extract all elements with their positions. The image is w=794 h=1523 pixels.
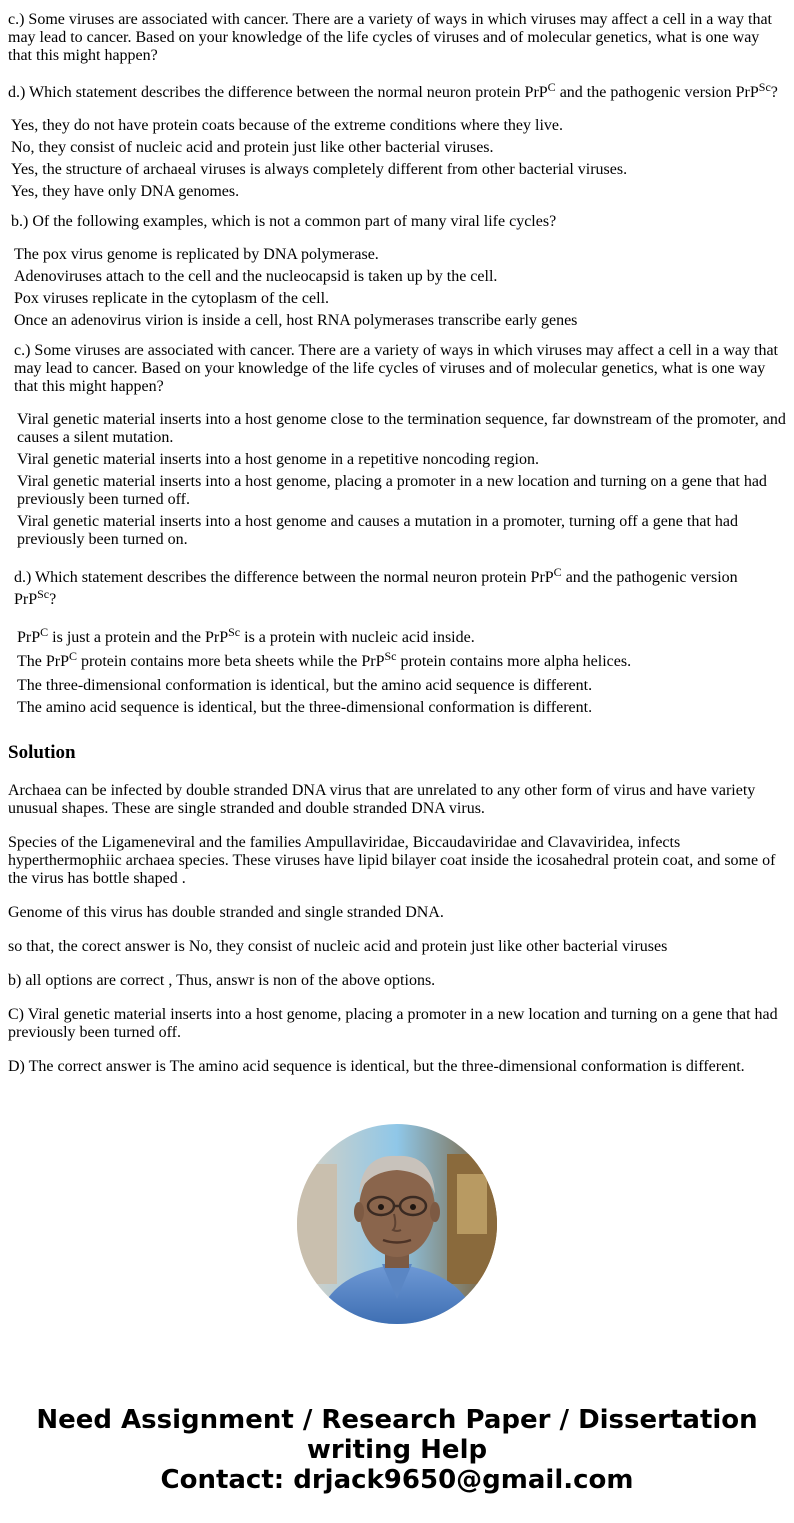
option-c1: Viral genetic material inserts into a host genome close to the termination sequence, far downstream of the promoter, and causes a silent mutation.: [17, 411, 786, 446]
option-b4: Once an adenovirus virion is inside a cell, host RNA polymerases transcribe early genes: [14, 312, 578, 329]
solution-paragraph: Species of the Ligameneviral and the families Ampullaviridae, Biccaudaviridae and Clavaviridea, infects hyperthermophiic archaea species. These viruses have lipid bilayer coat inside the icosahedral protein coat, and some of the virus has bottle shaped .: [8, 834, 776, 887]
solution-heading: Solution: [8, 742, 76, 763]
solution-paragraph: so that, the corect answer is No, they consist of nucleic acid and protein just like other bacterial viruses: [8, 938, 668, 955]
solution-body: [8, 782, 786, 1076]
question-c-options: [8, 411, 786, 549]
option-c2: Viral genetic material inserts into a host genome in a repetitive noncoding region.: [17, 451, 539, 468]
question-a-options: [8, 117, 786, 201]
solution-paragraph: Genome of this virus has double stranded and single stranded DNA.: [8, 904, 444, 921]
option-d1: PrP$^C$ is just a protein and the PrP$^{Sc}$ is a protein with nucleic acid inside.: [17, 625, 475, 646]
option-c3: Viral genetic material inserts into a host genome, placing a promoter in a new location and turning on a gene that had previously been turned off.: [17, 473, 767, 508]
avatar-portrait-image: [297, 1124, 497, 1324]
solution-paragraph: b) all options are correct , Thus, answr is non of the above options.: [8, 972, 436, 989]
promo-line-2: writing Help: [306, 1435, 488, 1465]
option-b2: Adenoviruses attach to the cell and the nucleocapsid is taken up by the cell.: [14, 268, 498, 285]
option-d2: The PrP$^C$ protein contains more beta sheets while the PrP$^{Sc}$ protein contains more alpha helices.: [17, 649, 632, 670]
option-a2: No, they consist of nucleic acid and protein just like other bacterial viruses.: [11, 139, 494, 156]
author-photo-container: [8, 1124, 786, 1329]
solution-paragraph: D) The correct answer is The amino acid sequence is identical, but the three-dimensional conformation is different.: [8, 1058, 745, 1075]
solution-paragraph: C) Viral genetic material inserts into a host genome, placing a promoter in a new location and turning on a gene that had previously been turned off.: [8, 1006, 778, 1041]
option-b3: Pox viruses replicate in the cytoplasm of the cell.: [14, 290, 330, 307]
question-d-options: [8, 625, 786, 717]
question-b-options: [8, 246, 786, 330]
option-d3: The three-dimensional conformation is identical, but the amino acid sequence is different.: [17, 677, 593, 694]
option-b1: The pox virus genome is replicated by DNA polymerase.: [14, 246, 379, 263]
promo-footer: [0, 1405, 794, 1495]
intro-question-c: c.) Some viruses are associated with cancer. There are a variety of ways in which viruses may affect a cell in a way that may lead to cancer. Based on your knowledge of the life cycles of viruses and of molecular genetics, what is one way that this might happen?: [8, 11, 772, 64]
author-avatar: [297, 1124, 497, 1324]
question-d-line1: d.) Which statement describes the difference between the normal neuron protein PrP$^C$ and the pathogenic version: [14, 565, 738, 586]
question-d: [8, 565, 786, 609]
intro-question-d: d.) Which statement describes the difference between the normal neuron protein PrP$^C$ and the pathogenic version PrP$^{Sc}$?: [8, 80, 778, 101]
promo-line-1: Need Assignment / Research Paper / Dissertation: [36, 1405, 758, 1435]
option-a4: Yes, they have only DNA genomes.: [11, 183, 240, 200]
question-c: c.) Some viruses are associated with cancer. There are a variety of ways in which viruses may affect a cell in a way that may lead to cancer. Based on your knowledge of the life cycles of viruses and of molecular genetics, what is one way that this might happen?: [14, 342, 778, 395]
solution-paragraph: Archaea can be infected by double stranded DNA virus that are unrelated to any other form of virus and have variety unusual shapes. These are single stranded and double stranded DNA virus.: [8, 782, 756, 817]
question-b: b.) Of the following examples, which is not a common part of many viral life cycles?: [11, 213, 557, 230]
contact-line: Contact: drjack9650@gmail.com: [160, 1465, 634, 1495]
option-a1: Yes, they do not have protein coats because of the extreme conditions where they live.: [11, 117, 563, 134]
option-c4: Viral genetic material inserts into a host genome and causes a mutation in a promoter, turning off a gene that had previously been turned on.: [17, 513, 738, 548]
option-d4: The amino acid sequence is identical, but the three-dimensional conformation is different.: [17, 699, 593, 716]
question-d-line2: PrP$^{Sc}$?: [14, 587, 57, 608]
option-a3: Yes, the structure of archaeal viruses is always completely different from other bacterial viruses.: [11, 161, 628, 178]
